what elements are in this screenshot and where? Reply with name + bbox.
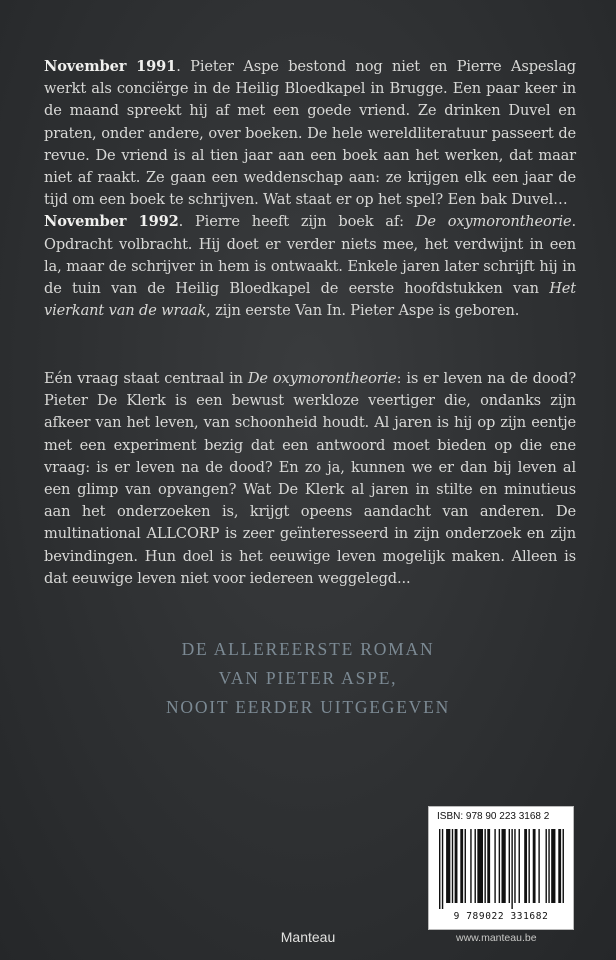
book-title: De oxymorontheorie xyxy=(415,213,572,231)
synopsis-paragraph xyxy=(44,368,576,590)
intro-text-part4: , zijn eerste Van In. Pieter Aspe is geboren. xyxy=(206,302,520,320)
barcode-digits: 9 789022 331682 xyxy=(453,911,549,922)
intro-text-part3: . Opdracht volbracht. Hij doet er verder niets mee, het verdwijnt in een la, maar de schrijver in hem is ontwaakt. Enkele jaren later schrijft hij in de tuin van de Heilig Bloedkapel de eerste hoofdstukken van xyxy=(44,213,576,298)
publisher-website: www.manteau.be xyxy=(456,932,537,944)
synopsis-book-title: De oxymorontheorie xyxy=(247,370,397,387)
barcode-bars xyxy=(435,829,567,909)
intro-paragraph xyxy=(44,56,576,322)
synopsis-text-part2: : is er leven na de dood? Pieter De Klerk is een bewust werkloze veertiger die, ondanks zijn afkeer van het leven, van schoonheid houdt. Al jaren is hij op zijn eentje met een experiment bezig dat een antwoord moet bieden op die ene vraag: is er leven na de dood? En zo ja, kunnen we er dan bij leven al een glimp van opvangen? Wat De Klerk al jaren in stilte en minutieus aan het onderzoeken is, krijgt opeens aandacht van anderen. De multinational ALLCORP is zeer geïnteresseerd in zijn onderzoek en zijn bevindingen. Hun doel is het eeuwige leven mogelijk maken. Alleen is dat eeuwige leven niet voor iedereen weggelegd... xyxy=(44,370,577,587)
publisher-logo: Manteau xyxy=(280,929,336,945)
tagline-line-1: DE ALLEREERSTE ROMAN xyxy=(181,639,435,659)
year-1992-label: November 1992 xyxy=(44,213,179,231)
second-book-title: Het vierkant van de wraak xyxy=(44,280,576,320)
intro-text-part2: . Pierre heeft zijn boek af: xyxy=(178,213,416,231)
intro-text-part1: . Pieter Aspe bestond nog niet en Pierre Aspeslag werkt als conciërge in de Heilig Bloedkapel in Brugge. Een paar keer in de maand spreekt hij af met een goede vriend. Ze drinken Duvel en praten, onder andere, over boeken. De hele wereldliteratuur passeert de revue. De vriend is al tien jaar aan een boek aan het werken, dat maar niet af raakt. Ze gaan een weddenschap aan: ze krijgen elk een jaar de tijd om een boek te schrijven. Wat staat er op het spel? Een bak Duvel… xyxy=(44,58,576,209)
tagline xyxy=(0,635,616,722)
tagline-line-2: VAN PIETER ASPE, xyxy=(218,668,398,688)
synopsis-text-part1: Eén vraag staat centraal in xyxy=(44,370,248,387)
barcode-box xyxy=(428,806,574,930)
isbn-label: ISBN: 978 90 223 3168 2 xyxy=(437,811,550,822)
year-1991-label: November 1991 xyxy=(44,58,177,75)
tagline-line-3: NOOIT EERDER UITGEGEVEN xyxy=(165,697,451,717)
